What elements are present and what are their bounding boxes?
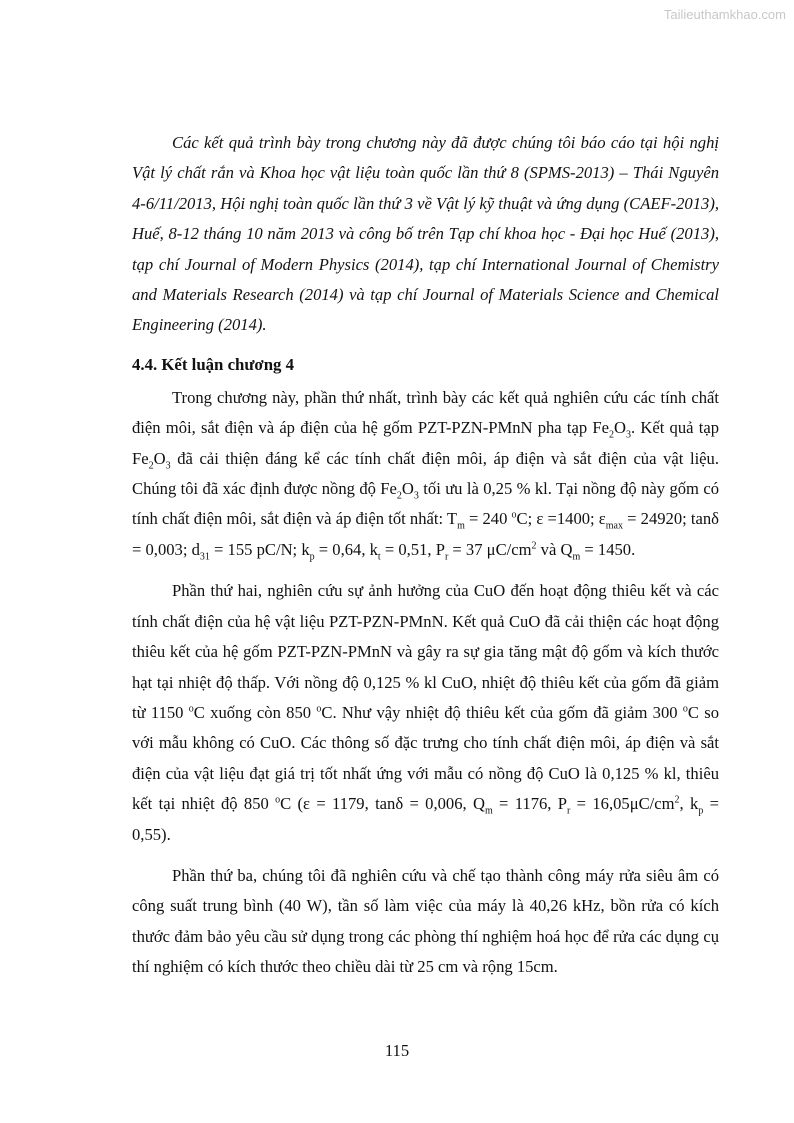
conclusion-paragraph-2: Phần thứ hai, nghiên cứu sự ảnh hưởng của CuO đến hoạt động thiêu kết và các tính chất điện của hệ vật liệu PZT-PZN-PMnN. Kết quả CuO đã cải thiện các hoạt động thiêu kết của hệ gốm PZT-PZN-PMnN và gây ra sự gia tăng mật độ gốm và kích thước hạt tại nhiệt độ thấp. Với nồng độ 0,125 % kl CuO, nhiệt độ thiêu kết của gốm đã giảm từ 1150 $^o$C xuống còn 850 $^o$C. Như vậy nhiệt độ thiêu kết của gốm đã giảm 300 $^o$C so với mẫu không có CuO. Các thông số đặc trưng cho tính chất điện môi, áp điện và sắt điện của vật liệu đạt giá trị tốt nhất ứng với mẫu có nồng độ CuO là 0,125 % kl, thiêu kết tại nhiệt độ 850 $^o$C (ε = 1179, tanδ = 0,006, $Q_m = 1176$, $P_r = 16,05\mu C/cm^2$, $k_p = 0,55$). <box>132 581 720 844</box>
watermark: Tailieuthamkhao.com <box>663 7 786 22</box>
section-heading: 4.4. Kết luận chương 4 <box>132 354 295 374</box>
conclusion-paragraph-3: Phần thứ ba, chúng tôi đã nghiên cứu và chế tạo thành công máy rửa siêu âm có công suất trung bình (40 W), tần số làm việc của máy là 40,26 kHz, bồn rửa có kích thước đảm bảo yêu cầu sử dụng trong các phòng thí nghiệm hoá học để rửa các dụng cụ thí nghiệm có kích thước theo chiều dài từ 25 cm và rộng 15cm. <box>132 865 719 977</box>
page-number: 115 <box>384 1041 410 1060</box>
document-body <box>132 128 719 983</box>
conclusion-paragraph-1: Trong chương này, phần thứ nhất, trình bày các kết quả nghiên cứu các tính chất điện môi, sắt điện và áp điện của hệ gốm PZT-PZN-PMnN pha tạp $Fe_2O_3$. Kết quả tạp $Fe_2O_3$ đã cải thiện đáng kể các tính chất điện môi, áp điện và sắt điện của vật liệu. Chúng tôi đã xác định được nồng độ $Fe_2O_3$ tối ưu là 0,25 % kl. Tại nồng độ này gốm có tính chất điện môi, sắt điện và áp điện tốt nhất: $T_m = 240$ $^o$C; ε =1400; $\varepsilon_{max} = 24920$; tanδ = 0,003; $d_{31} = 155$ pC/N; $k_p = 0,64$, $k_t = 0,51$, $P_r = 37$ $\mu C/cm^2$ và $Q_m = 1450$. <box>132 387 719 563</box>
intro-paragraph: Các kết quả trình bày trong chương này đã được chúng tôi báo cáo tại hội nghị Vật lý chất rắn và Khoa học vật liệu toàn quốc lần thứ 8 (SPMS-2013) – Thái Nguyên 4-6/11/2013, Hội nghị toàn quốc lần thứ 3 về Vật lý kỹ thuật và ứng dụng (CAEF-2013), Huế, 8-12 tháng 10 năm 2013 và công bố trên Tạp chí khoa học - Đại học Huế (2013), tạp chí Journal of Modern Physics (2014), tạp chí International Journal of Chemistry and Materials Research (2014) và tạp chí Journal of Materials Science and Chemical Engineering (2014). <box>132 133 719 335</box>
